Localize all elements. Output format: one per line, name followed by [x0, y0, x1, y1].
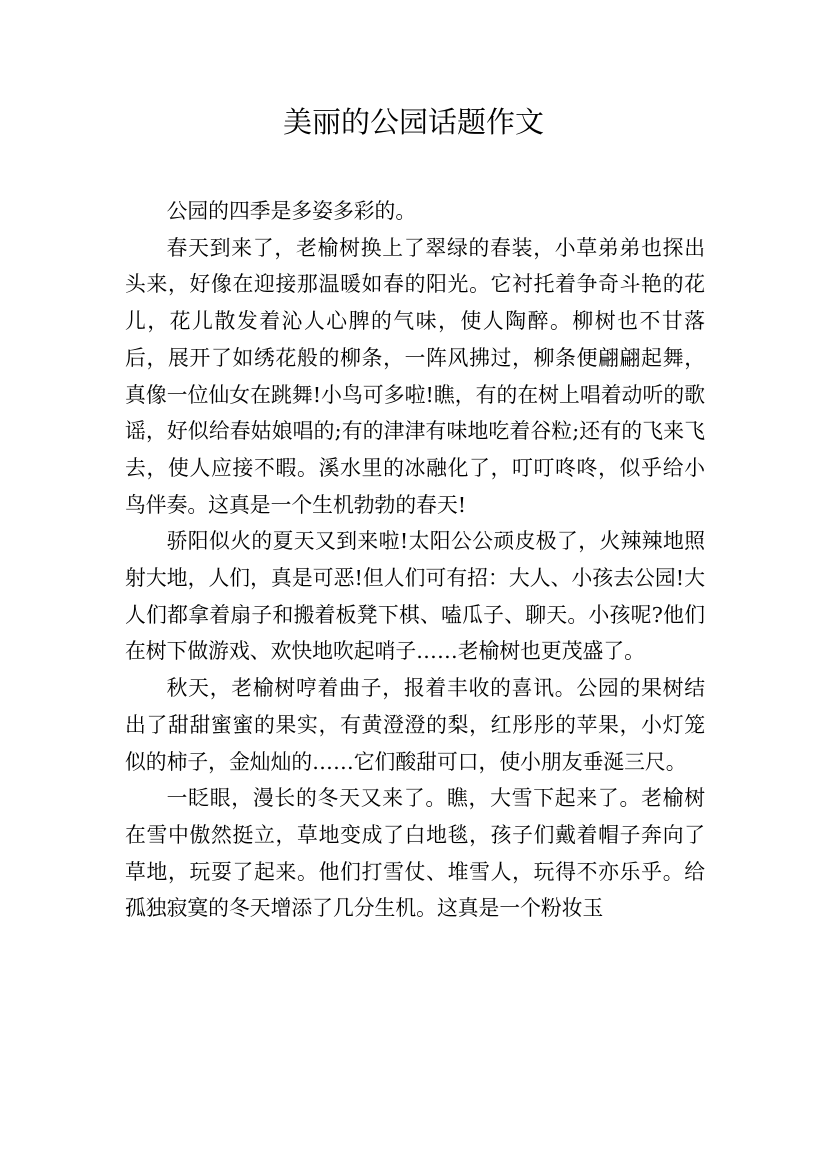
paragraph-winter: 一眨眼，漫长的冬天又来了。瞧，大雪下起来了。老榆树在雪中傲然挺立，草地变成了白地毯，孩子们戴着帽子奔向了草地，玩耍了起来。他们打雪仗、堆雪人，玩得不亦乐乎。给孤独寂寞的冬天增添了几分生机。这真是一个粉妆玉 — [125, 786, 705, 921]
paragraph-summer: 骄阳似火的夏天又到来啦!太阳公公顽皮极了，火辣辣地照射大地，人们，真是可恶!但人们可有招：大人、小孩去公园!大人们都拿着扇子和搬着板凳下棋、嗑瓜子、聊天。小孩呢?他们在树下做游戏、欢快地吹起哨子……老榆树也更茂盛了。 — [125, 529, 705, 664]
paragraph-intro: 公园的四季是多姿多彩的。 — [166, 199, 417, 223]
document-title: 美丽的公园话题作文 — [282, 105, 544, 139]
document-body — [125, 193, 705, 927]
paragraph-autumn: 秋天，老榆树哼着曲子，报着丰收的喜讯。公园的果树结出了甜甜蜜蜜的果实，有黄澄澄的梨，红彤彤的苹果，小灯笼似的柿子，金灿灿的……它们酸甜可口，使小朋友垂涎三尺。 — [125, 676, 705, 774]
paragraph-spring: 春天到来了，老榆树换上了翠绿的春装，小草弟弟也探出头来，好像在迎接那温暖如春的阳光。它衬托着争奇斗艳的花儿，花儿散发着沁人心脾的气味，使人陶醉。柳树也不甘落后，展开了如绣花般的柳条，一阵风拂过，柳条便翩翩起舞，真像一位仙女在跳舞!小鸟可多啦!瞧，有的在树上唱着动听的歌谣，好似给春姑娘唱的;有的津津有味地吃着谷粒;还有的飞来飞去，使人应接不暇。溪水里的冰融化了，叮叮咚咚，似乎给小鸟伴奏。这真是一个生机勃勃的春天! — [125, 235, 705, 517]
